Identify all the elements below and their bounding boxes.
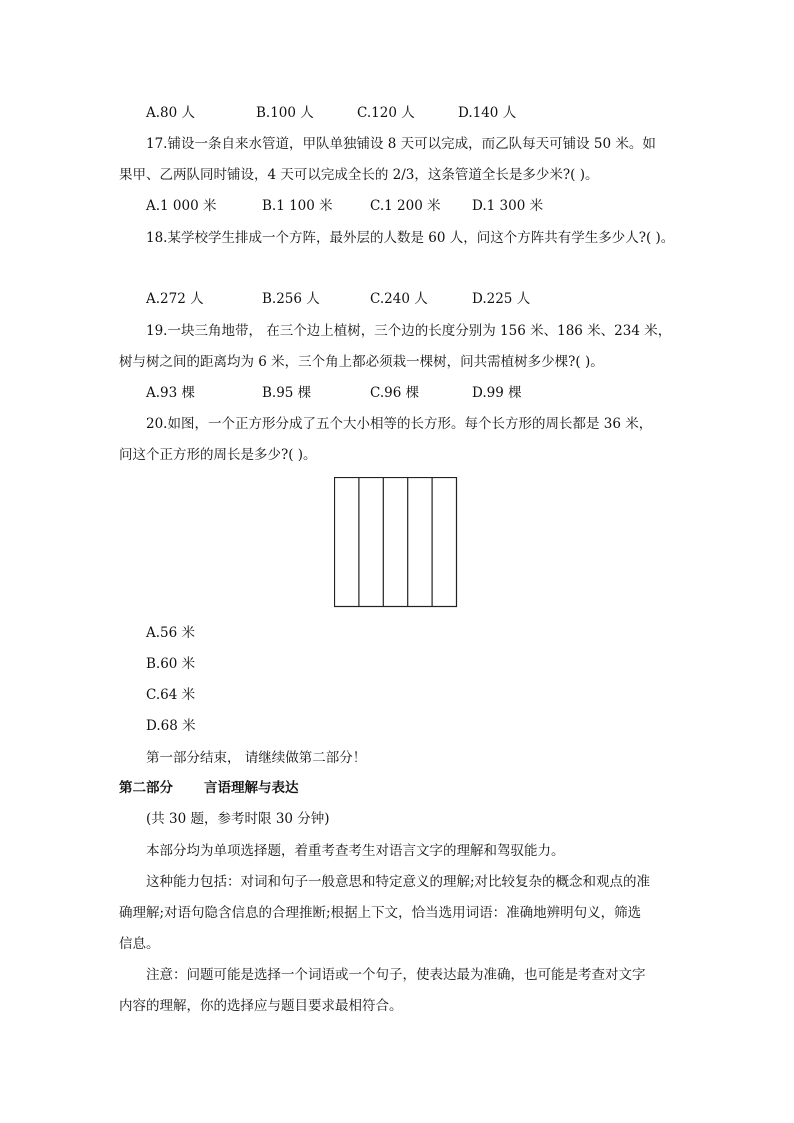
- q17-option-a: A.1 000 米: [146, 198, 217, 214]
- part2-paragraph-3-line2: 内容的理解，你的选择应与题目要求最相符合。: [119, 998, 403, 1014]
- q20-text-line1: 20.如图，一个正方形分成了五个大小相等的长方形。每个长方形的周长都是 36 米，: [146, 416, 653, 432]
- q20-option-a: A.56 米: [146, 625, 196, 641]
- q19-option-c: C.96 棵: [370, 385, 420, 401]
- q18-option-d: D.225 人: [472, 291, 531, 307]
- q20-option-b: B.60 米: [146, 656, 196, 672]
- q19-option-d: D.99 棵: [472, 385, 522, 401]
- q18-text-line1: 18.某学校学生排成一个方阵，最外层的人数是 60 人，问这个方阵共有学生多少人?( )。: [146, 230, 675, 246]
- q17-option-d: D.1 300 米: [472, 198, 544, 214]
- q19-option-a: A.93 棵: [146, 385, 196, 401]
- q17-text-line2: 果甲、乙两队同时铺设，4 天可以完成全长的 2/3，这条管道全长是多少米?( )。: [119, 167, 599, 183]
- q16-option-a: A.80 人: [146, 105, 196, 121]
- q19-text-line2: 树与树之间的距离均为 6 米，三个角上都必须栽一棵树，问共需植树多少棵?( )。: [119, 354, 604, 370]
- part2-paragraph-3-line1: 注意：问题可能是选择一个词语或一个句子，使表达最为准确，也可能是考查对文字: [146, 967, 646, 983]
- part2-paragraph-2-line3: 信息。: [119, 936, 160, 952]
- q20-text-line2: 问这个正方形的周长是多少?( )。: [119, 447, 317, 463]
- q16-option-b: B.100 人: [256, 105, 314, 121]
- part2-paragraph-2-line2: 确理解;对语句隐含信息的合理推断;根据上下文，恰当选用词语：准确地辨明句义，筛选: [119, 905, 642, 921]
- q18-option-c: C.240 人: [370, 291, 428, 307]
- outer-square: [335, 478, 457, 607]
- q16-option-d: D.140 人: [458, 105, 517, 121]
- q20-option-d: D.68 米: [146, 718, 196, 734]
- q19-text-line1: 19.一块三角地带， 在三个边上植树，三个边的长度分别为 156 米、186 米、234 米，: [146, 323, 672, 339]
- q16-option-c: C.120 人: [357, 105, 415, 121]
- q17-option-b: B.1 100 米: [262, 198, 333, 214]
- square-divided-figure: [334, 477, 458, 608]
- part2-paragraph-2-line1: 这种能力包括：对词和句子一般意思和特定意义的理解;对比较复杂的概念和观点的准: [146, 874, 651, 890]
- part2-heading: 第二部分: [119, 780, 173, 796]
- q17-text-line1: 17.铺设一条自来水管道，甲队单独铺设 8 天可以完成，而乙队每天可铺设 50 米。如: [146, 136, 656, 152]
- part1-end-notice: 第一部分结束， 请继续做第二部分！: [146, 750, 367, 766]
- part2-heading-title: 言语理解与表达: [204, 780, 299, 796]
- q20-option-c: C.64 米: [146, 687, 196, 703]
- q18-option-b: B.256 人: [262, 291, 320, 307]
- q17-option-c: C.1 200 米: [370, 198, 441, 214]
- part2-paragraph-1: 本部分均为单项选择题，着重考查考生对语言文字的理解和驾驭能力。: [146, 843, 565, 859]
- q19-option-b: B.95 棵: [262, 385, 312, 401]
- q18-option-a: A.272 人: [146, 291, 204, 307]
- part2-subtitle: (共 30 题，参考时限 30 分钟): [146, 811, 330, 827]
